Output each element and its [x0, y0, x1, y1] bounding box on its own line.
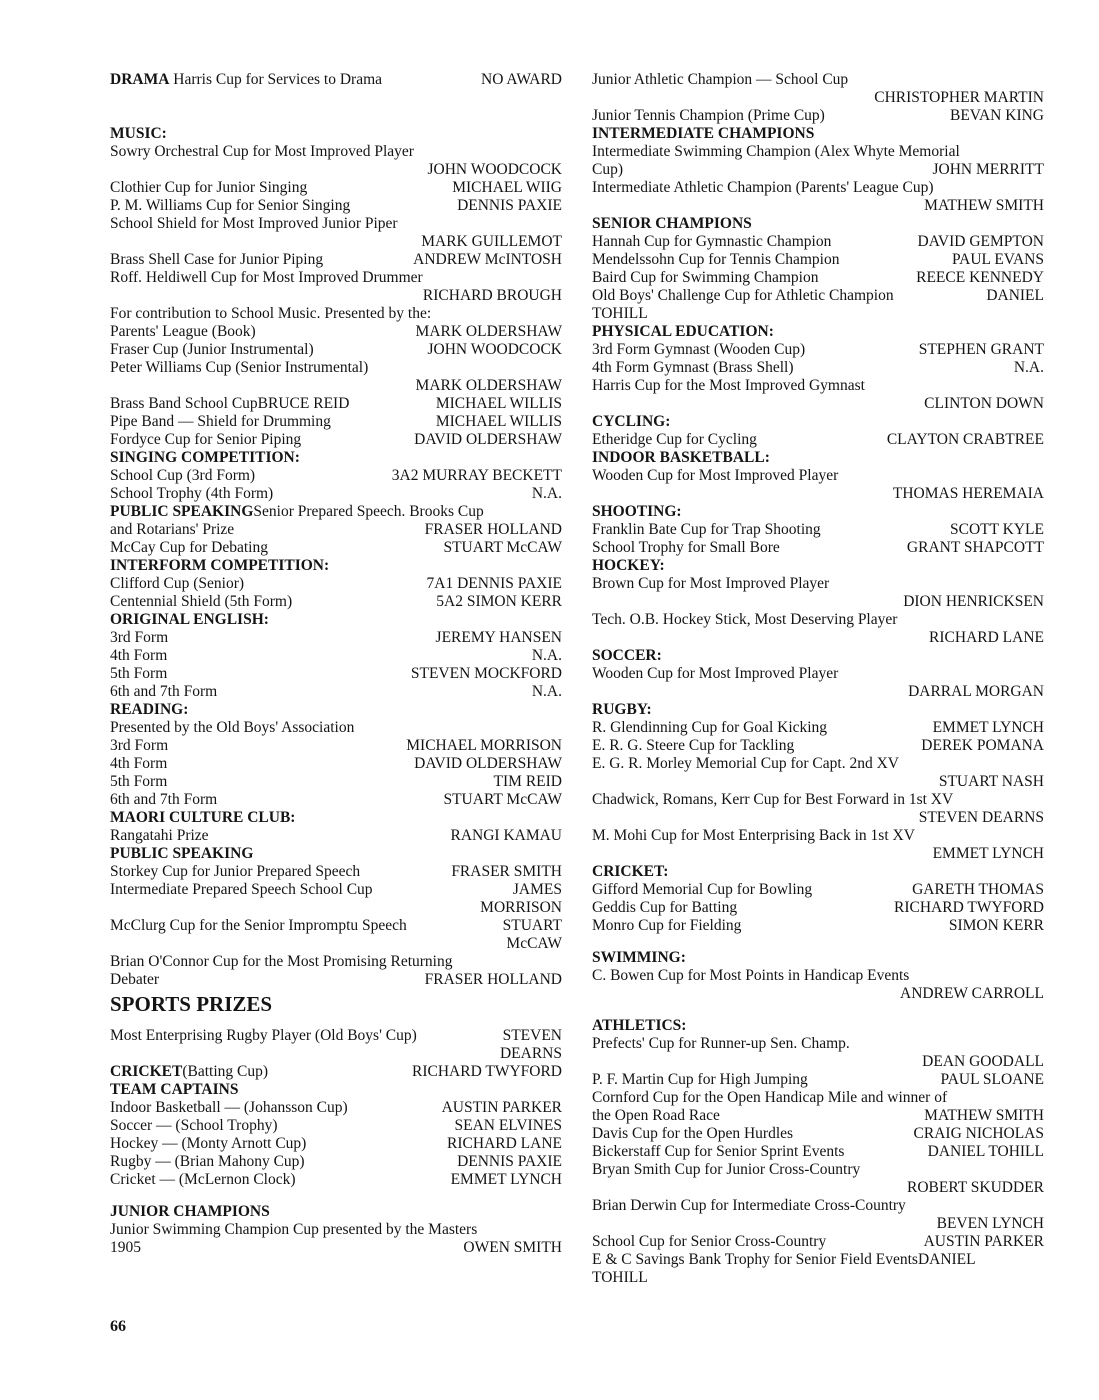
award-winner: RANGI KAMAU	[450, 827, 562, 844]
award-winner: AUSTIN PARKER	[441, 1099, 562, 1116]
award-label: Cornford Cup for the Open Handicap Mile and winner of	[592, 1089, 948, 1106]
award-winner: N.A.	[1013, 359, 1044, 376]
award-label: 1905	[110, 1239, 141, 1256]
drama-heading: DRAMA	[110, 71, 170, 88]
award-label: Davis Cup for the Open Hurdles	[592, 1125, 794, 1142]
award-winner: TOHILL	[592, 1269, 648, 1286]
award-label: Prefects' Cup for Runner-up Sen. Champ.	[592, 1035, 850, 1052]
award-row	[592, 1071, 1044, 1089]
award-label: 6th and 7th Form	[110, 683, 218, 700]
award-winner: RICHARD LANE	[447, 1135, 562, 1152]
award-winner: EMMET LYNCH	[450, 1171, 562, 1188]
rugby-heading: RUGBY:	[592, 701, 652, 718]
award-label: Brass Shell Case for Junior Piping	[110, 251, 324, 268]
award-winner: STEVEN	[502, 1027, 562, 1044]
award-row	[592, 233, 1044, 251]
award-label: Intermediate Swimming Champion (Alex Whyte Memorial	[592, 143, 960, 160]
award-row	[592, 1143, 1044, 1161]
award-label: 6th and 7th Form	[110, 791, 218, 808]
award-winner: MARK GUILLEMOT	[421, 233, 562, 250]
athletics-heading: ATHLETICS:	[592, 1017, 687, 1034]
award-label: School Trophy (4th Form)	[110, 485, 274, 502]
award-row	[110, 1117, 562, 1135]
award-label: (Batting Cup)	[182, 1063, 269, 1080]
interform-heading: INTERFORM COMPETITION:	[110, 557, 330, 574]
shooting-heading: SHOOTING:	[592, 503, 682, 520]
drama-value: NO AWARD	[481, 71, 562, 88]
award-label: School Cup (3rd Form)	[110, 467, 256, 484]
award-row	[110, 683, 562, 701]
award-winner: STUART McCAW	[443, 791, 562, 808]
award-winner: DAVID OLDERSHAW	[414, 431, 562, 448]
award-winner: GRANT SHAPCOTT	[906, 539, 1044, 556]
award-row	[592, 107, 1044, 125]
cricket-heading-2: CRICKET:	[592, 863, 669, 880]
award-winner: DEAN GOODALL	[922, 1053, 1044, 1070]
award-winner: STEPHEN GRANT	[918, 341, 1044, 358]
cricket-heading: CRICKET	[110, 1063, 183, 1080]
award-label: Brown Cup for Most Improved Player	[592, 575, 830, 592]
award-winner: RICHARD LANE	[929, 629, 1044, 646]
indoor-basketball-heading: INDOOR BASKETBALL:	[592, 449, 770, 466]
award-winner: ANDREW CARROLL	[900, 985, 1044, 1002]
award-winner: AUSTIN PARKER	[923, 1233, 1044, 1250]
award-row	[110, 647, 562, 665]
award-winner: DAVID GEMPTON	[917, 233, 1044, 250]
award-label: Roff. Heldiwell Cup for Most Improved Drummer	[110, 269, 423, 286]
award-label: Indoor Basketball — (Johansson Cup)	[110, 1099, 348, 1116]
award-row	[110, 467, 562, 485]
award-winner: MARK OLDERSHAW	[415, 323, 562, 340]
award-winner: DEREK POMANA	[921, 737, 1044, 754]
award-label: Brian O'Connor Cup for the Most Promising Returning	[110, 953, 453, 970]
award-row	[110, 629, 562, 647]
award-label: Bickerstaff Cup for Senior Sprint Events	[592, 1143, 845, 1160]
award-winner: CRAIG NICHOLAS	[913, 1125, 1044, 1142]
award-row	[592, 881, 1044, 899]
award-row	[110, 917, 562, 935]
award-label: 3rd Form	[110, 629, 169, 646]
award-row	[592, 431, 1044, 449]
award-winner: DAVID OLDERSHAW	[414, 755, 562, 772]
award-row	[592, 161, 1044, 179]
award-winner: TIM REID	[493, 773, 562, 790]
award-row	[110, 539, 562, 557]
award-label: Fordyce Cup for Senior Piping	[110, 431, 302, 448]
award-row	[110, 395, 562, 413]
award-winner: CLAYTON CRABTREE	[886, 431, 1044, 448]
award-row	[592, 719, 1044, 737]
public-speaking-heading-2: PUBLIC SPEAKING	[110, 845, 254, 862]
award-row	[110, 881, 562, 899]
award-row	[592, 737, 1044, 755]
award-label: Sowry Orchestral Cup for Most Improved Player	[110, 143, 414, 160]
award-label: Monro Cup for Fielding	[592, 917, 742, 934]
award-label: School Trophy for Small Bore	[592, 539, 780, 556]
award-row	[110, 197, 562, 215]
award-label: Mendelssohn Cup for Tennis Champion	[592, 251, 840, 268]
award-label: Geddis Cup for Batting	[592, 899, 738, 916]
award-row	[110, 827, 562, 845]
award-row	[110, 575, 562, 593]
award-row	[110, 1135, 562, 1153]
award-winner: JOHN MERRITT	[932, 161, 1044, 178]
award-row	[110, 593, 562, 611]
award-label: Junior Tennis Champion (Prime Cup)	[592, 107, 825, 124]
award-row	[592, 341, 1044, 359]
award-winner: N.A.	[531, 485, 562, 502]
award-label: Cricket — (McLernon Clock)	[110, 1171, 296, 1188]
award-label: Clothier Cup for Junior Singing	[110, 179, 308, 196]
award-winner: 3A2 MURRAY BECKETT	[391, 467, 562, 484]
award-winner: MATHEW SMITH	[924, 197, 1044, 214]
award-winner: ROBERT SKUDDER	[906, 1179, 1044, 1196]
award-row	[592, 1233, 1044, 1251]
award-row	[110, 773, 562, 791]
award-winner: BEVEN LYNCH	[936, 1215, 1044, 1232]
award-winner: PAUL EVANS	[951, 251, 1044, 268]
award-row	[110, 251, 562, 269]
award-winner: MARK OLDERSHAW	[415, 377, 562, 394]
award-row	[592, 251, 1044, 269]
sports-prizes-heading: SPORTS PRIZES	[110, 992, 273, 1016]
award-winner: N.A.	[531, 647, 562, 664]
award-label: Hannah Cup for Gymnastic Champion	[592, 233, 832, 250]
award-winner: SIMON KERR	[948, 917, 1044, 934]
award-label: 4th Form Gymnast (Brass Shell)	[592, 359, 794, 376]
award-winner: JOHN WOODCOCK	[427, 161, 562, 178]
team-captains-heading: TEAM CAPTAINS	[110, 1081, 239, 1098]
award-row	[110, 413, 562, 431]
award-label: Cup)	[592, 161, 623, 178]
music-heading: MUSIC:	[110, 125, 167, 142]
award-label: Senior Prepared Speech. Brooks Cup	[253, 503, 484, 520]
award-winner: FRASER HOLLAND	[424, 971, 562, 988]
award-label: Peter Williams Cup (Senior Instrumental)	[110, 359, 369, 376]
award-label: Brian Derwin Cup for Intermediate Cross-Country	[592, 1197, 906, 1214]
award-row	[592, 287, 1044, 305]
swimming-heading: SWIMMING:	[592, 949, 686, 966]
award-label: Etheridge Cup for Cycling	[592, 431, 757, 448]
original-english-heading: ORIGINAL ENGLISH:	[110, 611, 269, 628]
award-label: 3rd Form	[110, 737, 169, 754]
public-speaking-line	[110, 503, 562, 521]
award-row	[110, 863, 562, 881]
award-winner: DARRAL MORGAN	[908, 683, 1044, 700]
award-row	[592, 1125, 1044, 1143]
award-row	[110, 1239, 562, 1257]
award-label: Rugby — (Brian Mahony Cup)	[110, 1153, 305, 1170]
award-row	[110, 1153, 562, 1171]
award-row	[110, 1063, 562, 1081]
public-speaking-heading: PUBLIC SPEAKING	[110, 503, 254, 520]
intermediate-champions-heading: INTERMEDIATE CHAMPIONS	[592, 125, 815, 142]
award-winner: STUART McCAW	[443, 539, 562, 556]
maori-culture-heading: MAORI CULTURE CLUB:	[110, 809, 296, 826]
award-winner: N.A.	[531, 683, 562, 700]
award-label: Old Boys' Challenge Cup for Athletic Champion	[592, 287, 894, 304]
award-winner: MICHAEL MORRISON	[406, 737, 562, 754]
award-winner: STEVEN MOCKFORD	[410, 665, 562, 682]
award-winner: STUART NASH	[938, 773, 1044, 790]
award-label: 5th Form	[110, 665, 168, 682]
award-label: Gifford Memorial Cup for Bowling	[592, 881, 813, 898]
reading-heading: READING:	[110, 701, 189, 718]
award-label: Chadwick, Romans, Kerr Cup for Best Forward in 1st XV	[592, 791, 954, 808]
right-column	[592, 71, 1044, 1287]
award-winner: THOMAS HEREMAIA	[892, 485, 1044, 502]
award-row	[110, 665, 562, 683]
award-winner: ANDREW McINTOSH	[413, 251, 562, 268]
award-label: Bryan Smith Cup for Junior Cross-Country	[592, 1161, 861, 1178]
award-label: 5th Form	[110, 773, 168, 790]
award-label: E. G. R. Morley Memorial Cup for Capt. 2nd XV	[592, 755, 899, 772]
award-winner: TOHILL	[592, 305, 648, 322]
award-winner: PAUL SLOANE	[940, 1071, 1044, 1088]
award-winner: GARETH THOMAS	[912, 881, 1044, 898]
award-note: For contribution to School Music. Presented by the:	[110, 305, 432, 322]
award-row	[592, 539, 1044, 557]
award-label: Brass Band School CupBRUCE REID	[110, 395, 350, 412]
award-label: School Cup for Senior Cross-Country	[592, 1233, 827, 1250]
award-winner: MICHAEL WIIG	[452, 179, 562, 196]
award-label: Wooden Cup for Most Improved Player	[592, 665, 839, 682]
soccer-heading: SOCCER:	[592, 647, 662, 664]
award-row	[592, 917, 1044, 935]
award-winner: DION HENRICKSEN	[903, 593, 1044, 610]
award-winner: EMMET LYNCH	[932, 719, 1044, 736]
award-label: C. Bowen Cup for Most Points in Handicap Events	[592, 967, 910, 984]
award-row	[110, 737, 562, 755]
page-number: 66	[110, 1318, 126, 1335]
award-row	[592, 899, 1044, 917]
award-row	[110, 1027, 562, 1045]
award-winner: MICHAEL WILLIS	[435, 395, 562, 412]
award-winner: 7A1 DENNIS PAXIE	[426, 575, 562, 592]
award-winner: DENNIS PAXIE	[457, 197, 562, 214]
award-winner: McCAW	[506, 935, 562, 952]
award-label: P. M. Williams Cup for Senior Singing	[110, 197, 351, 214]
drama-label: Harris Cup for Services to Drama	[173, 71, 383, 88]
award-label: M. Mohi Cup for Most Enterprising Back in 1st XV	[592, 827, 915, 844]
award-label: Wooden Cup for Most Improved Player	[592, 467, 839, 484]
award-winner: FRASER SMITH	[451, 863, 562, 880]
award-row	[110, 341, 562, 359]
award-winner: JEREMY HANSEN	[435, 629, 562, 646]
award-winner: BEVAN KING	[949, 107, 1044, 124]
award-label: Rangatahi Prize	[110, 827, 209, 844]
award-label: Intermediate Prepared Speech School Cup	[110, 881, 373, 898]
award-label: Junior Swimming Champion Cup presented by the Masters	[110, 1221, 478, 1238]
award-winner: STEVEN DEARNS	[918, 809, 1044, 826]
award-row	[110, 755, 562, 773]
award-label: Parents' League (Book)	[110, 323, 256, 340]
award-label: 4th Form	[110, 755, 168, 772]
award-label: Clifford Cup (Senior)	[110, 575, 245, 592]
award-row	[110, 521, 562, 539]
award-row	[110, 323, 562, 341]
singing-heading: SINGING COMPETITION:	[110, 449, 300, 466]
award-label: R. Glendinning Cup for Goal Kicking	[592, 719, 828, 736]
award-winner: DANIEL TOHILL	[927, 1143, 1044, 1160]
award-winner: REECE KENNEDY	[916, 269, 1044, 286]
award-row	[110, 971, 562, 989]
award-winner: 5A2 SIMON KERR	[436, 593, 562, 610]
award-row	[592, 269, 1044, 287]
award-label: Intermediate Athletic Champion (Parents' League Cup)	[592, 179, 934, 196]
cycling-heading: CYCLING:	[592, 413, 671, 430]
award-label: Pipe Band — Shield for Drumming	[110, 413, 331, 430]
physical-education-heading: PHYSICAL EDUCATION:	[592, 323, 774, 340]
award-winner: JAMES	[512, 881, 562, 898]
award-row	[110, 791, 562, 809]
award-row	[592, 1107, 1044, 1125]
award-winner: MORRISON	[480, 899, 562, 916]
award-label: Storkey Cup for Junior Prepared Speech	[110, 863, 361, 880]
award-label: Franklin Bate Cup for Trap Shooting	[592, 521, 821, 538]
award-winner: MICHAEL WILLIS	[435, 413, 562, 430]
award-winner: DANIEL	[986, 287, 1044, 304]
award-row	[592, 521, 1044, 539]
award-label: P. F. Martin Cup for High Jumping	[592, 1071, 808, 1088]
award-winner: DEARNS	[499, 1045, 562, 1062]
award-winner: FRASER HOLLAND	[424, 521, 562, 538]
junior-champions-heading: JUNIOR CHAMPIONS	[110, 1203, 270, 1220]
award-label: Most Enterprising Rugby Player (Old Boys' Cup)	[110, 1027, 417, 1044]
award-label: Hockey — (Monty Arnott Cup)	[110, 1135, 307, 1152]
award-label: Debater	[110, 971, 160, 988]
award-winner: EMMET LYNCH	[932, 845, 1044, 862]
award-label: the Open Road Race	[592, 1107, 720, 1124]
award-winner: CHRISTOPHER MARTIN	[874, 89, 1044, 106]
award-winner: RICHARD TWYFORD	[412, 1063, 562, 1080]
award-row	[110, 1099, 562, 1117]
award-label: Baird Cup for Swimming Champion	[592, 269, 819, 286]
award-row	[110, 179, 562, 197]
award-winner: RICHARD TWYFORD	[894, 899, 1044, 916]
award-winner: RICHARD BROUGH	[422, 287, 562, 304]
award-label: Tech. O.B. Hockey Stick, Most Deserving Player	[592, 611, 898, 628]
senior-champions-heading: SENIOR CHAMPIONS	[592, 215, 752, 232]
award-label: 4th Form	[110, 647, 168, 664]
award-winner: SEAN ELVINES	[454, 1117, 562, 1134]
award-row	[110, 1171, 562, 1189]
award-winner: JOHN WOODCOCK	[427, 341, 562, 358]
left-column	[110, 71, 562, 1257]
award-label: School Shield for Most Improved Junior Piper	[110, 215, 398, 232]
award-winner: SCOTT KYLE	[949, 521, 1044, 538]
award-note: Presented by the Old Boys' Association	[110, 719, 355, 736]
award-label: Centennial Shield (5th Form)	[110, 593, 293, 610]
award-label: E. R. G. Steere Cup for Tackling	[592, 737, 795, 754]
award-label: 3rd Form Gymnast (Wooden Cup)	[592, 341, 806, 358]
award-label: Soccer — (School Trophy)	[110, 1117, 278, 1134]
award-winner: DENNIS PAXIE	[457, 1153, 562, 1170]
award-label: Harris Cup for the Most Improved Gymnast	[592, 377, 865, 394]
drama-line	[110, 71, 562, 89]
award-winner: MATHEW SMITH	[924, 1107, 1044, 1124]
award-row	[110, 431, 562, 449]
award-label: McClurg Cup for the Senior Impromptu Speech	[110, 917, 407, 934]
award-winner: OWEN SMITH	[463, 1239, 562, 1256]
award-label: and Rotarians' Prize	[110, 521, 235, 538]
award-row	[110, 485, 562, 503]
award-label: Junior Athletic Champion — School Cup	[592, 71, 849, 88]
award-label: Fraser Cup (Junior Instrumental)	[110, 341, 314, 358]
award-label: McCay Cup for Debating	[110, 539, 268, 556]
award-row	[592, 359, 1044, 377]
award-winner: STUART	[502, 917, 562, 934]
award-winner: CLINTON DOWN	[924, 395, 1044, 412]
award-label: E & C Savings Bank Trophy for Senior Field EventsDANIEL	[592, 1251, 976, 1268]
hockey-heading: HOCKEY:	[592, 557, 665, 574]
